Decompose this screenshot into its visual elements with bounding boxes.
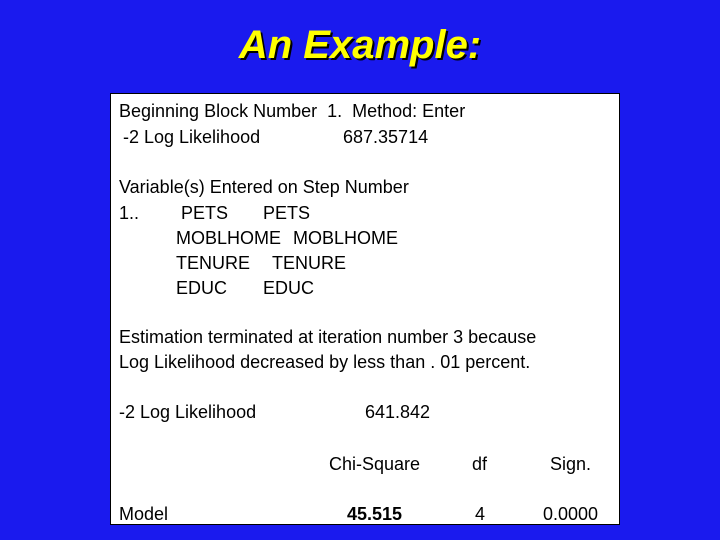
model-df: 4: [475, 504, 486, 524]
final-ll-value: 641.842: [365, 402, 431, 422]
spss-output-panel: [110, 93, 620, 525]
vars-heading: Variable(s) Entered on Step Number: [119, 177, 409, 197]
model-chi-square: 45.515: [347, 504, 403, 524]
model-sign: 0.0000: [543, 504, 599, 524]
block-line: Beginning Block Number 1. Method: Enter: [119, 101, 466, 121]
step-number: 1..: [119, 203, 140, 223]
final-ll-label: -2 Log Likelihood: [119, 402, 257, 422]
variable-name: TENURE: [176, 253, 251, 273]
slide-title: An Example:: [238, 23, 482, 67]
variable-label: TENURE: [272, 253, 347, 273]
variable-name: EDUC: [176, 278, 228, 298]
termination-line-1: Estimation terminated at iteration number 3 because: [119, 327, 537, 347]
variable-label: PETS: [263, 203, 311, 223]
column-header-df: df: [472, 454, 488, 474]
initial-ll-label: -2 Log Likelihood: [123, 127, 261, 147]
variable-name: MOBLHOME: [176, 228, 282, 248]
variable-label: MOBLHOME: [293, 228, 399, 248]
model-row-label: Model: [119, 504, 169, 524]
variable-label: EDUC: [263, 278, 315, 298]
column-header-sign: Sign.: [550, 454, 592, 474]
termination-line-2: Log Likelihood decreased by less than . 01 percent.: [119, 352, 531, 372]
variable-name: PETS: [181, 203, 229, 223]
initial-ll-value: 687.35714: [343, 127, 429, 147]
column-header-chi-square: Chi-Square: [329, 454, 421, 474]
